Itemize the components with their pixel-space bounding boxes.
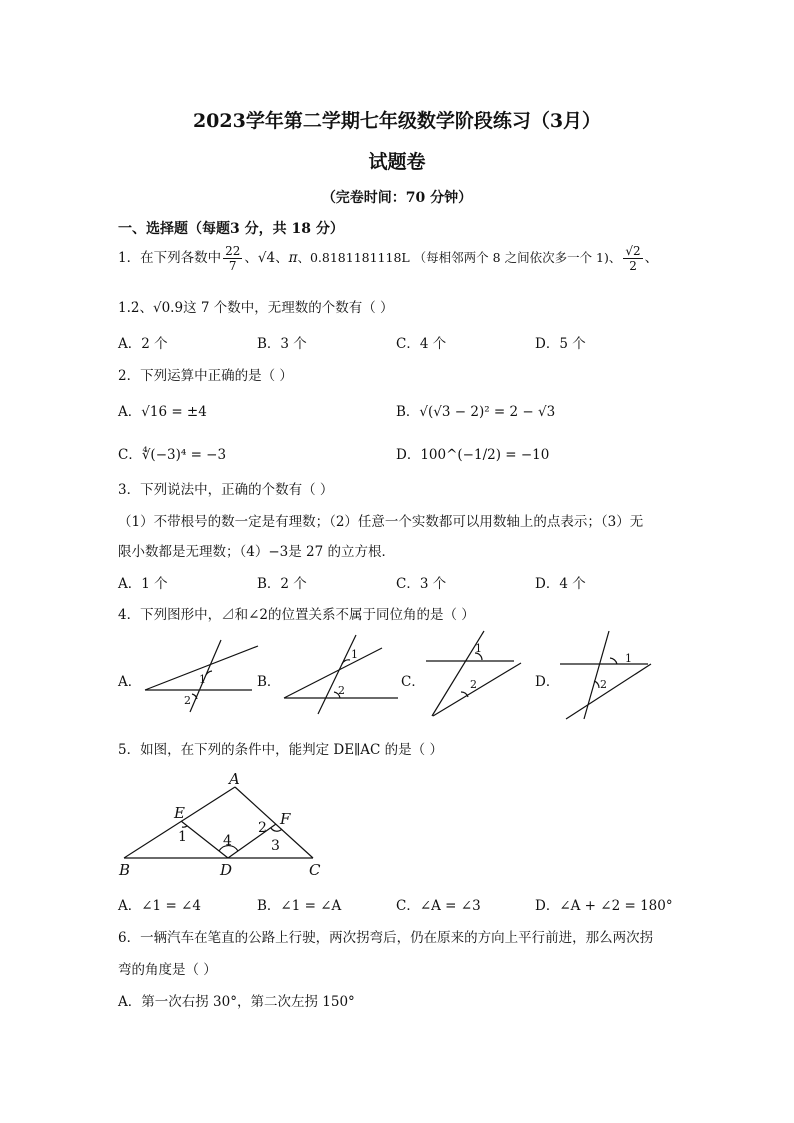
fig-a-label-2: 2: [184, 694, 191, 707]
q5-option-c[interactable]: C．∠A = ∠3: [396, 898, 481, 914]
question-6-line-2: 弯的角度是（ ）: [118, 962, 217, 978]
figure-b: [284, 635, 398, 714]
q6-option-a[interactable]: A．第一次右拐 30°，第二次左拐 150°: [118, 994, 355, 1010]
q4-option-c-label[interactable]: C．: [401, 674, 425, 690]
q1-lead: 1．在下列各数中: [118, 250, 222, 266]
arc-a-2: [192, 694, 197, 699]
section-heading: 一、选择题（每题3 分，共 18 分）: [118, 221, 344, 237]
sqrt-0-9: 、√0.9: [139, 300, 184, 316]
arc-angle-1: [182, 826, 187, 827]
arc-d-1: [610, 658, 617, 664]
fig-d-label-2: 2: [600, 678, 607, 691]
question-1-line-2: 1.2̇、√0.9这 7 个数中，无理数的个数有（ ）: [118, 300, 394, 316]
q4-option-a-label[interactable]: A．: [118, 674, 142, 690]
question-2-stem: 2．下列运算中正确的是（ ）: [118, 368, 293, 384]
q1-option-d[interactable]: D．5 个: [535, 336, 586, 352]
fig-c-label-1: 1: [475, 642, 482, 655]
repeating-decimal: 1.2̇: [118, 300, 140, 316]
sqrt-4: √4: [257, 250, 276, 266]
question-3-line-1: （1）不带根号的数一定是有理数；（2）任意一个实数都可以用数轴上的点表示；（3）无: [118, 514, 644, 530]
q2-option-d[interactable]: D．100^(−1/2) = −10: [396, 447, 550, 463]
q3-option-c[interactable]: C．3 个: [396, 576, 447, 592]
point-d: D: [220, 861, 233, 879]
q3-option-a[interactable]: A．1 个: [118, 576, 168, 592]
question-4-stem: 4．下列图形中，⊿和∠2的位置关系不属于同位角的是（ ）: [118, 607, 475, 623]
fraction-22-7: $\frac{22}{7}$: [225, 244, 241, 273]
exam-subtitle: 试题卷: [368, 151, 426, 173]
figure-c: [426, 631, 521, 716]
fig-d-label-1: 1: [625, 652, 632, 665]
figure-d: [560, 631, 651, 719]
q4-option-b-label[interactable]: B．: [257, 674, 281, 690]
exam-time: （完卷时间：70 分钟）: [321, 190, 473, 206]
exam-title: 2023学年第二学期七年级数学阶段练习（3月）: [192, 110, 602, 132]
q5-option-b[interactable]: B．∠1 = ∠A: [257, 898, 342, 914]
question-6-line-1: 6．一辆汽车在笔直的公路上行驶，两次拐弯后，仍在原来的方向上平行前进，那么两次拐: [118, 930, 654, 946]
question-3-line-2: 限小数都是无理数；（4）−3是 27 的立方根．: [118, 544, 395, 560]
q1-option-b[interactable]: B．3 个: [257, 336, 307, 352]
q2-option-b[interactable]: B．√(√3 − 2)² = 2 − √3: [396, 404, 556, 420]
pi-symbol: π: [288, 250, 298, 266]
q1-option-c[interactable]: C．4 个: [396, 336, 447, 352]
angle-label-2: 2: [258, 820, 267, 836]
question-1-line-1: 1．在下列各数中 $\frac{22}{7}$ 、√4、π、0.8181181118L （每相邻两个 8 之间依次多一个 1)、 $\frac{√2}{2}$ 、: [118, 244, 659, 273]
question-3-stem: 3．下列说法中，正确的个数有（ ）: [118, 482, 334, 498]
fraction-root2-2: $\frac{√2}{2}$: [625, 244, 641, 273]
fig-a-label-1: 1: [199, 673, 206, 686]
q3-option-b[interactable]: B．2 个: [257, 576, 307, 592]
q2-option-c[interactable]: C．∜(−3)⁴ = −3: [118, 447, 227, 463]
q3-option-d[interactable]: D．4 个: [535, 576, 586, 592]
fig-b-label-1: 1: [351, 648, 358, 661]
point-f: F: [280, 810, 291, 828]
q1-option-a[interactable]: A．2 个: [118, 336, 168, 352]
angle-label-4: 4: [223, 833, 232, 849]
q5-option-a[interactable]: A．∠1 = ∠4: [118, 898, 201, 914]
q5-option-d[interactable]: D．∠A + ∠2 = 180°: [535, 898, 673, 914]
fig-b-label-2: 2: [338, 684, 345, 697]
point-e: E: [174, 804, 185, 822]
angle-label-1: 1: [178, 829, 187, 845]
point-a: A: [229, 770, 240, 788]
q2-option-a[interactable]: A．√16 = ±4: [118, 404, 207, 420]
fig-c-label-2: 2: [470, 678, 477, 691]
point-b: B: [119, 861, 131, 879]
question-5-stem: 5．如图，在下列的条件中，能判定 DE∥AC 的是（ ）: [118, 742, 443, 758]
point-c: C: [309, 861, 321, 879]
angle-label-3: 3: [271, 838, 280, 854]
q4-option-d-label[interactable]: D．: [535, 674, 560, 690]
